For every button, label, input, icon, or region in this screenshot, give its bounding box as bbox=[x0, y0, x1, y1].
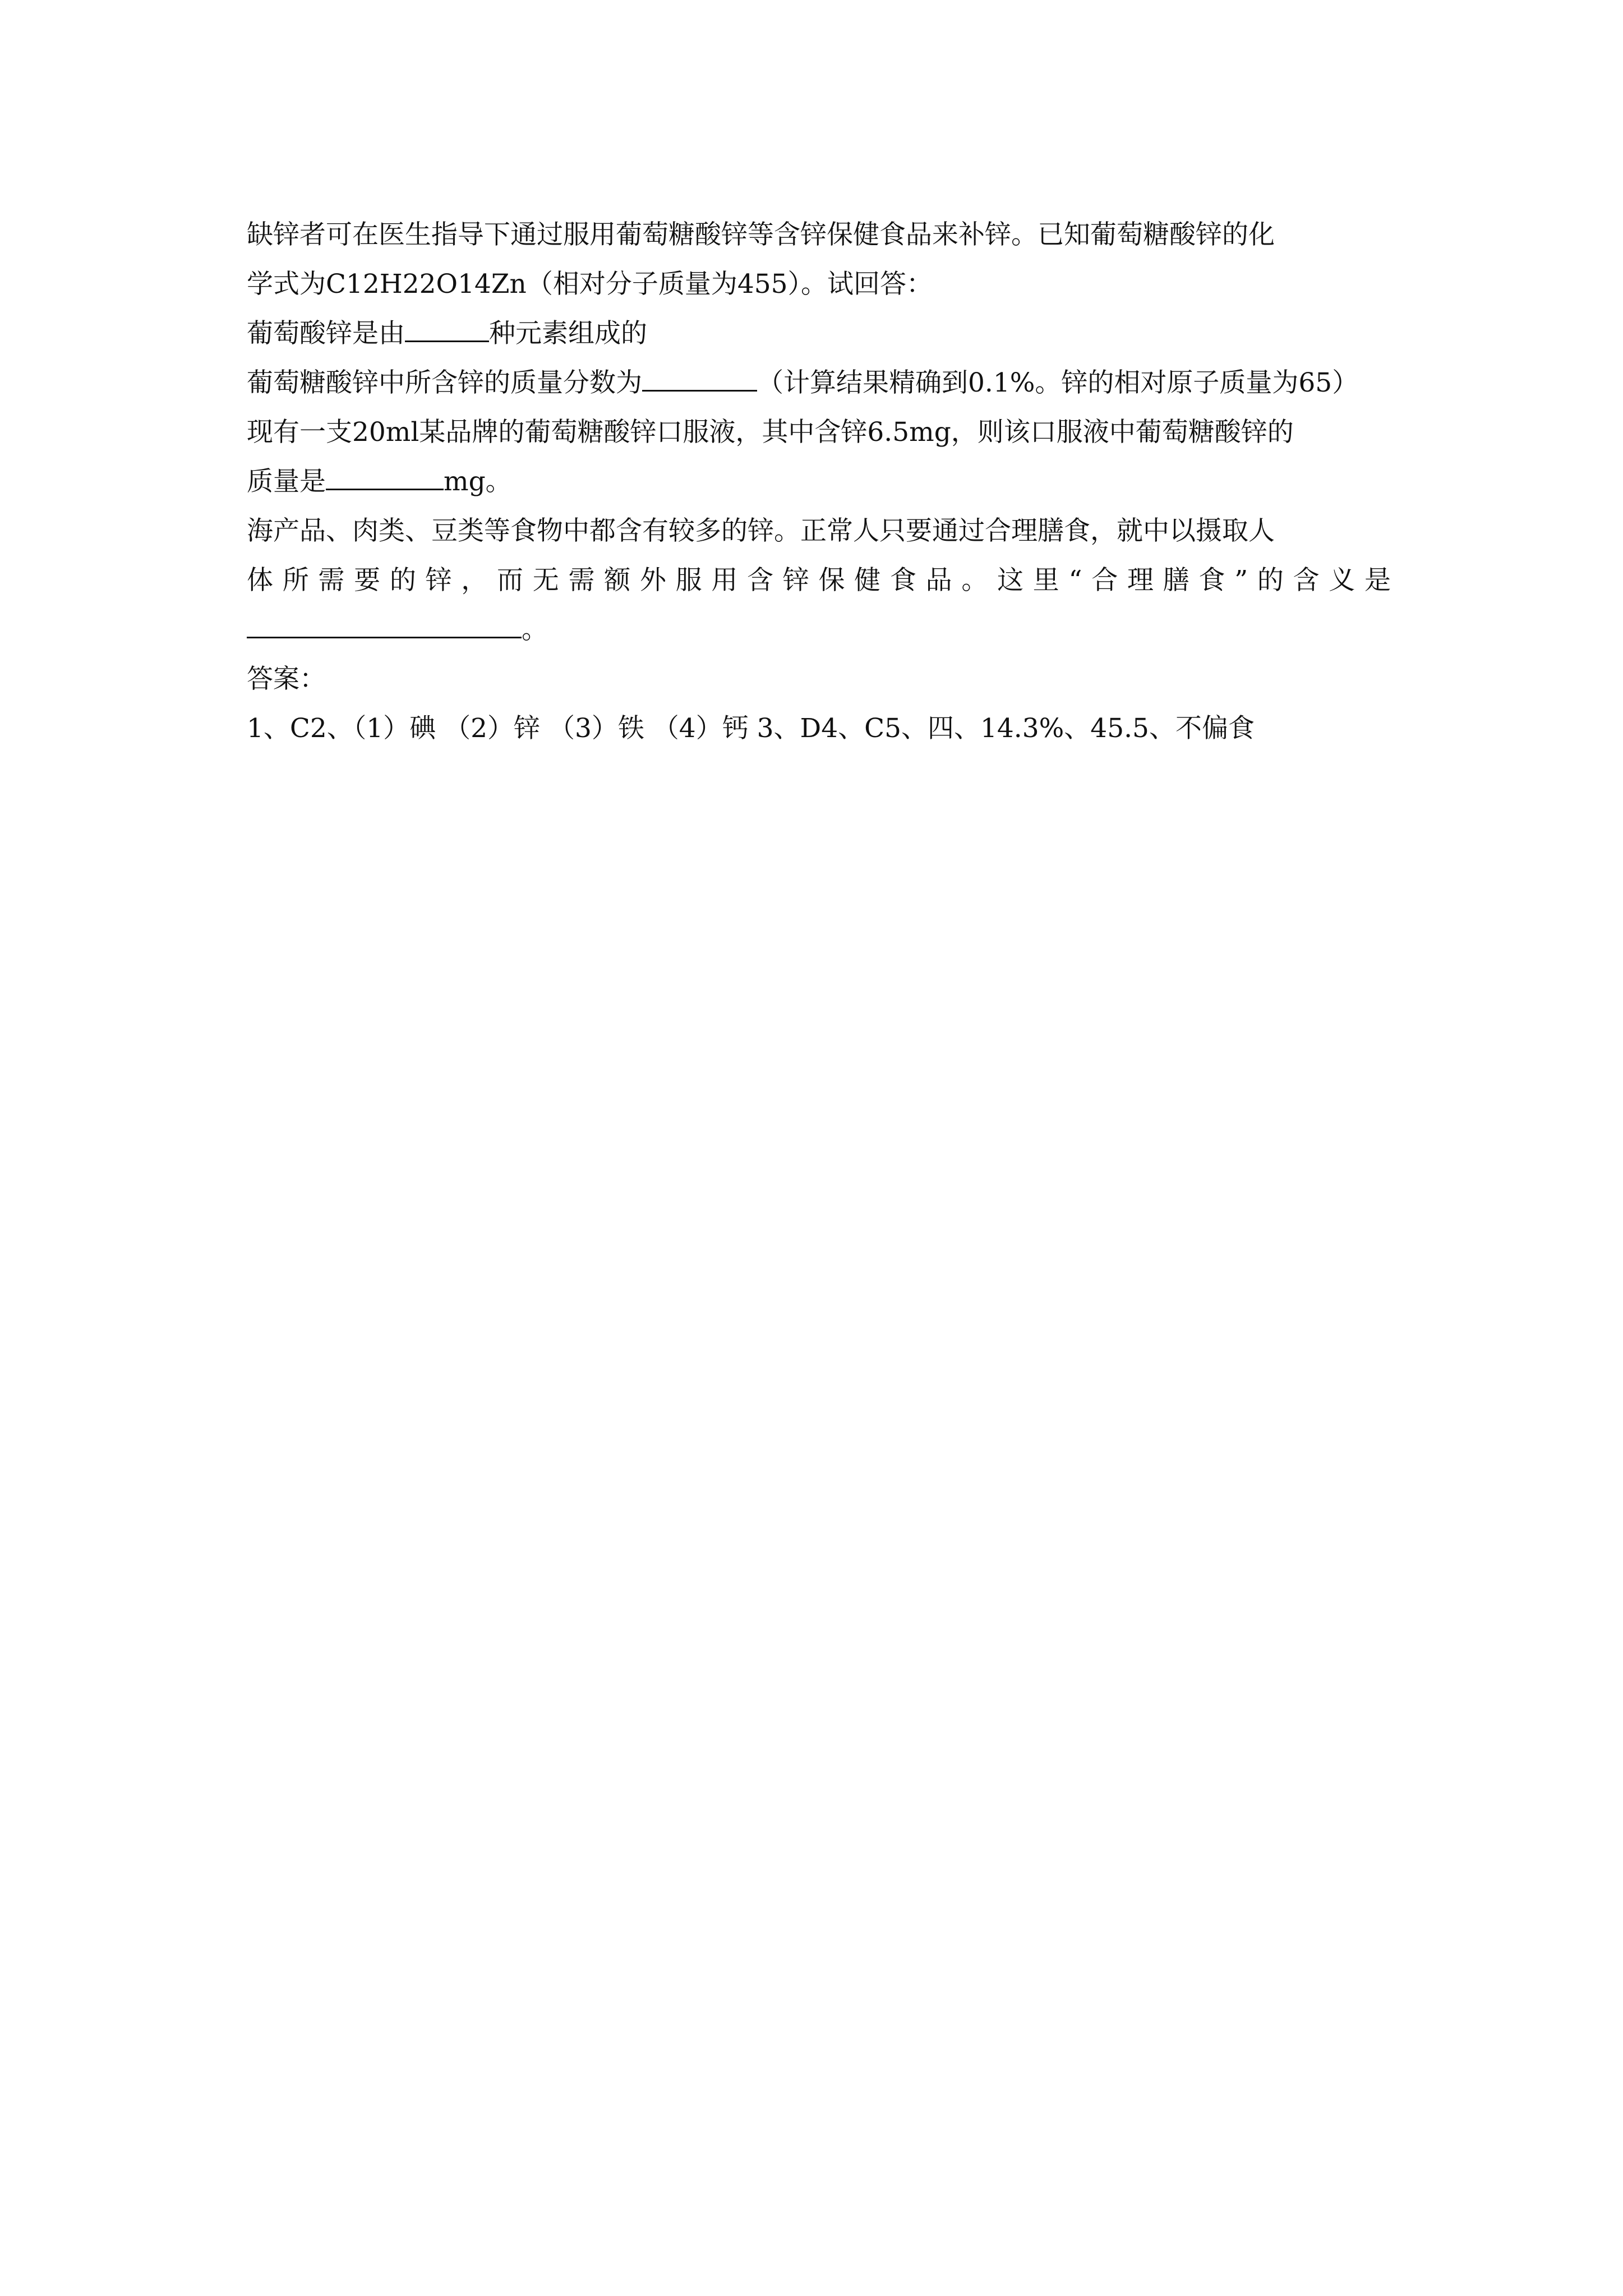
answer-blank-1 bbox=[405, 318, 489, 342]
question-4-text-1: 海产品、肉类、豆类等食物中都含有较多的锌。正常人只要通过合理膳食，就中以摄取人 bbox=[247, 516, 1275, 546]
question-2 bbox=[247, 358, 1391, 408]
document-body bbox=[247, 210, 1391, 753]
question-3-line-1 bbox=[247, 408, 1391, 457]
question-4-text-2: 体所需要的锌，而无需额外服用含锌保健食品。这里“合理膳食”的含义是 bbox=[247, 565, 1391, 596]
question-4-line-1 bbox=[247, 507, 1391, 556]
question-3-suffix: mg。 bbox=[444, 466, 512, 497]
intro-text-1: 缺锌者可在医生指导下通过服用葡萄糖酸锌等含锌保健食品来补锌。已知葡萄糖酸锌的化 bbox=[247, 219, 1275, 250]
answer-key bbox=[247, 704, 1391, 753]
question-2-suffix: （计算结果精确到0.1%。锌的相对原子质量为65） bbox=[757, 367, 1359, 398]
question-1 bbox=[247, 309, 1391, 358]
question-intro-line-2 bbox=[247, 260, 1391, 309]
question-1-suffix: 种元素组成的 bbox=[489, 318, 647, 349]
question-4-line-3 bbox=[247, 605, 1391, 655]
question-4-suffix: 。 bbox=[522, 614, 548, 645]
question-3-prefix: 质量是 bbox=[247, 466, 326, 497]
answer-key-text: 1、C2、（1）碘 （2）锌 （3）铁 （4）钙 3、D4、C5、四、14.3%、45.5、不偏食 bbox=[247, 713, 1255, 744]
answer-heading-text: 答案： bbox=[247, 664, 326, 694]
question-2-prefix: 葡萄糖酸锌中所含锌的质量分数为 bbox=[247, 367, 642, 398]
question-3-line-2 bbox=[247, 457, 1391, 507]
question-1-prefix: 葡萄酸锌是由 bbox=[247, 318, 405, 349]
answer-blank-3 bbox=[326, 466, 444, 490]
question-3-text: 现有一支20ml某品牌的葡萄糖酸锌口服液，其中含锌6.5mg，则该口服液中葡萄糖酸锌的 bbox=[247, 417, 1294, 448]
answer-blank-4 bbox=[247, 614, 522, 638]
question-4-line-2 bbox=[247, 556, 1391, 605]
intro-text-2: 学式为C12H22O14Zn（相对分子质量为455）。试回答： bbox=[247, 269, 933, 300]
answer-heading bbox=[247, 655, 1391, 704]
question-intro-line-1 bbox=[247, 210, 1391, 260]
answer-blank-2 bbox=[642, 367, 757, 392]
